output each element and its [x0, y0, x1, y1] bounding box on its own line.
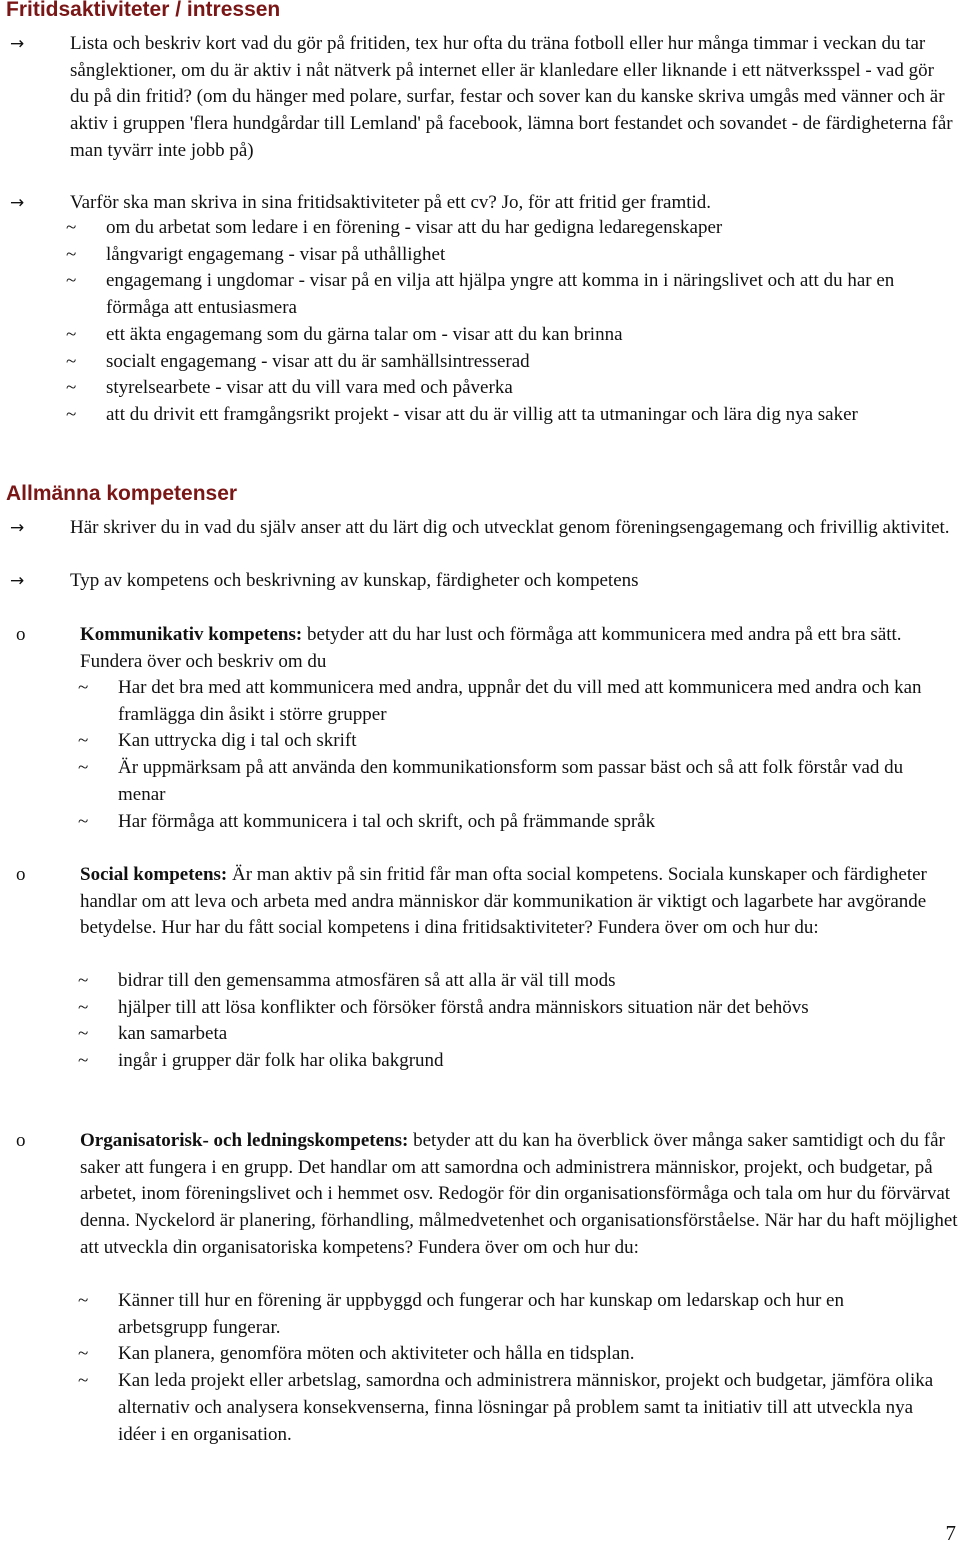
paragraph: Typ av kompetens och beskrivning av kunskap, färdigheter och kompetens [70, 570, 639, 591]
tilde-bullet: ~ [78, 810, 89, 832]
list-item-text: Kan leda projekt eller arbetslag, samordna och administrera människor, projekt och budgetar, jämföra olika alternativ och analysera konsekvenserna, finna lösningar på problem samt ta initiativ till att utveckla nya idéer i en organisation. [118, 1370, 934, 1445]
list-item [0, 568, 955, 595]
list-item-text: Kan planera, genomföra möten och aktiviteter och hålla en tidsplan. [118, 1343, 635, 1365]
competence-points [78, 675, 938, 835]
list-item-text: bidrar till den gemensamma atmosfären så att alla är väl till mods [118, 970, 616, 991]
list-item [78, 755, 938, 808]
list-item [66, 402, 956, 429]
competence-block [0, 862, 958, 942]
list-item [78, 1048, 938, 1075]
tilde-bullet: ~ [66, 350, 77, 372]
section-heading-kompetenser: Allmänna kompetenser [6, 482, 238, 505]
tilde-bullet: ~ [78, 1050, 89, 1072]
circle-bullet: o [16, 1130, 26, 1151]
list-item [0, 190, 955, 217]
page-number: 7 [945, 1521, 956, 1545]
tilde-bullet: ~ [66, 403, 77, 425]
tilde-bullet: ~ [78, 1023, 89, 1045]
list-item [66, 242, 956, 269]
list-item [78, 968, 938, 995]
competence-block [0, 1128, 958, 1262]
competence-text: betyder att du har lust och förmåga att kommunicera med andra på ett bra sätt. Fundera över och beskriv om du [80, 624, 902, 672]
arrow-icon: → [10, 518, 25, 538]
circle-bullet: o [16, 864, 26, 885]
tilde-bullet: ~ [78, 970, 89, 991]
list-item [78, 1288, 938, 1341]
tilde-bullet: ~ [78, 1370, 89, 1392]
tilde-bullet: ~ [66, 217, 77, 238]
list-item-text: Har det bra med att kommunicera med andra, uppnår det du vill med att kommunicera med andra och kan framlägga din åsikt i större grupper [118, 677, 922, 725]
competence-description [80, 622, 958, 675]
reasons-list [66, 215, 956, 429]
tilde-bullet: ~ [66, 377, 77, 399]
arrow-icon: → [10, 193, 25, 213]
list-item-text: engagemang i ungdomar - visar på en vilja att hjälpa yngre att komma in i näringslivet och att du har en förmåga att entusiasmera [106, 270, 895, 319]
list-item [66, 215, 956, 242]
list-item [78, 1341, 938, 1368]
tilde-bullet: ~ [78, 677, 89, 698]
list-item-text: om du arbetat som ledare i en förening - visar att du har gedigna ledaregenskaper [106, 217, 723, 238]
circle-bullet: o [16, 624, 26, 645]
competence-title: Kommunikativ kompetens: [80, 624, 303, 645]
list-item [78, 995, 938, 1022]
competence-description [80, 862, 958, 942]
tilde-bullet: ~ [78, 996, 89, 1018]
section-heading-fritid: Fritidsaktiviteter / intressen [6, 0, 281, 21]
list-item [66, 375, 956, 402]
list-item [78, 1021, 938, 1048]
list-item [66, 322, 956, 349]
list-item-text: att du drivit ett framgångsrikt projekt - visar att du är villig att ta utmaningar och lära dig nya saker [106, 403, 858, 425]
list-item [66, 349, 956, 376]
list-item [78, 728, 938, 755]
list-item-text: socialt engagemang - visar att du är samhällsintresserad [106, 350, 530, 372]
competence-text: betyder att du kan ha överblick över många saker samtidigt och du får saker att fungera i en grupp. Det handlar om att samordna och administrera människor, projekt, och budgetar, på arbetet, inom föreningslivet och i hemmet osv. Redogör för din organisationsförmåga och tala om hur du förvärvat denna. Nyckelord är planering, förhandling, målmedvetenhet och organisationsförståelse. När har du haft möjlighet att utveckla din organisatoriska kompetens? Fundera över om och hur du: [80, 1130, 958, 1258]
competence-title: Social kompetens: [80, 864, 228, 885]
list-item [66, 268, 956, 321]
list-item [78, 675, 938, 728]
tilde-bullet: ~ [78, 730, 89, 752]
list-item [0, 31, 955, 165]
competence-points [78, 1288, 938, 1448]
paragraph: Här skriver du in vad du själv anser att du lärt dig och utvecklat genom föreningsengagemang och frivillig aktivitet. [70, 517, 950, 538]
list-item-text: hjälper till att lösa konflikter och försöker förstå andra människors situation när det behövs [118, 996, 809, 1018]
tilde-bullet: ~ [78, 1343, 89, 1365]
tilde-bullet: ~ [66, 243, 77, 265]
list-item-text: Har förmåga att kommunicera i tal och skrift, och på främmande språk [118, 810, 656, 832]
list-item [0, 515, 955, 542]
competence-description [80, 1128, 958, 1262]
competence-block [0, 622, 958, 675]
paragraph: Lista och beskriv kort vad du gör på fritiden, tex hur ofta du träna fotboll eller hur många timmar i veckan du tar sånglektioner, om du är aktiv i nåt nätverk på internet eller är klanledare eller liknande i ett nätverksspel - vad gör du på din fritid? (om du hänger med polare, surfar, festar och sover kan du kanske skriva umgås med vänner och är aktiv i gruppen 'flera hundgårdar till Lemland' på facebook, lämna bort festandet och sovandet - de färdigheterna får man tyvärr inte jobb på) [70, 33, 953, 161]
tilde-bullet: ~ [66, 270, 77, 292]
list-item-text: ingår i grupper där folk har olika bakgrund [118, 1050, 444, 1072]
tilde-bullet: ~ [78, 1290, 89, 1311]
tilde-bullet: ~ [78, 757, 89, 779]
arrow-icon: → [10, 34, 25, 54]
arrow-icon: → [10, 571, 25, 591]
competence-title: Organisatorisk- och ledningskompetens: [80, 1130, 409, 1151]
list-item [78, 1368, 938, 1448]
list-item-text: Kan uttrycka dig i tal och skrift [118, 730, 357, 752]
paragraph: Varför ska man skriva in sina fritidsaktiviteter på ett cv? Jo, för att fritid ger framtid. [70, 192, 712, 213]
list-item-text: Känner till hur en förening är uppbyggd och fungerar och har kunskap om ledarskap och hur en arbetsgrupp fungerar. [118, 1290, 844, 1338]
competence-points [78, 968, 938, 1075]
list-item-text: ett äkta engagemang som du gärna talar om - visar att du kan brinna [106, 323, 623, 345]
tilde-bullet: ~ [66, 323, 77, 345]
competence-text: Är man aktiv på sin fritid får man ofta social kompetens. Sociala kunskaper och färdigheter handlar om att leva och arbeta med andra människor där kommunikation är viktigt och lagarbete har avgörande betydelse. Hur har du fått social kompetens i dina fritidsaktiviteter? Fundera över om och hur du: [80, 864, 927, 939]
list-item-text: kan samarbeta [118, 1023, 228, 1045]
list-item-text: långvarigt engagemang - visar på uthållighet [106, 243, 446, 265]
list-item [78, 809, 938, 836]
list-item-text: Är uppmärksam på att använda den kommunikationsform som passar bäst och så att folk förstår vad du menar [118, 757, 904, 805]
list-item-text: styrelsearbete - visar att du vill vara med och påverka [106, 377, 513, 399]
